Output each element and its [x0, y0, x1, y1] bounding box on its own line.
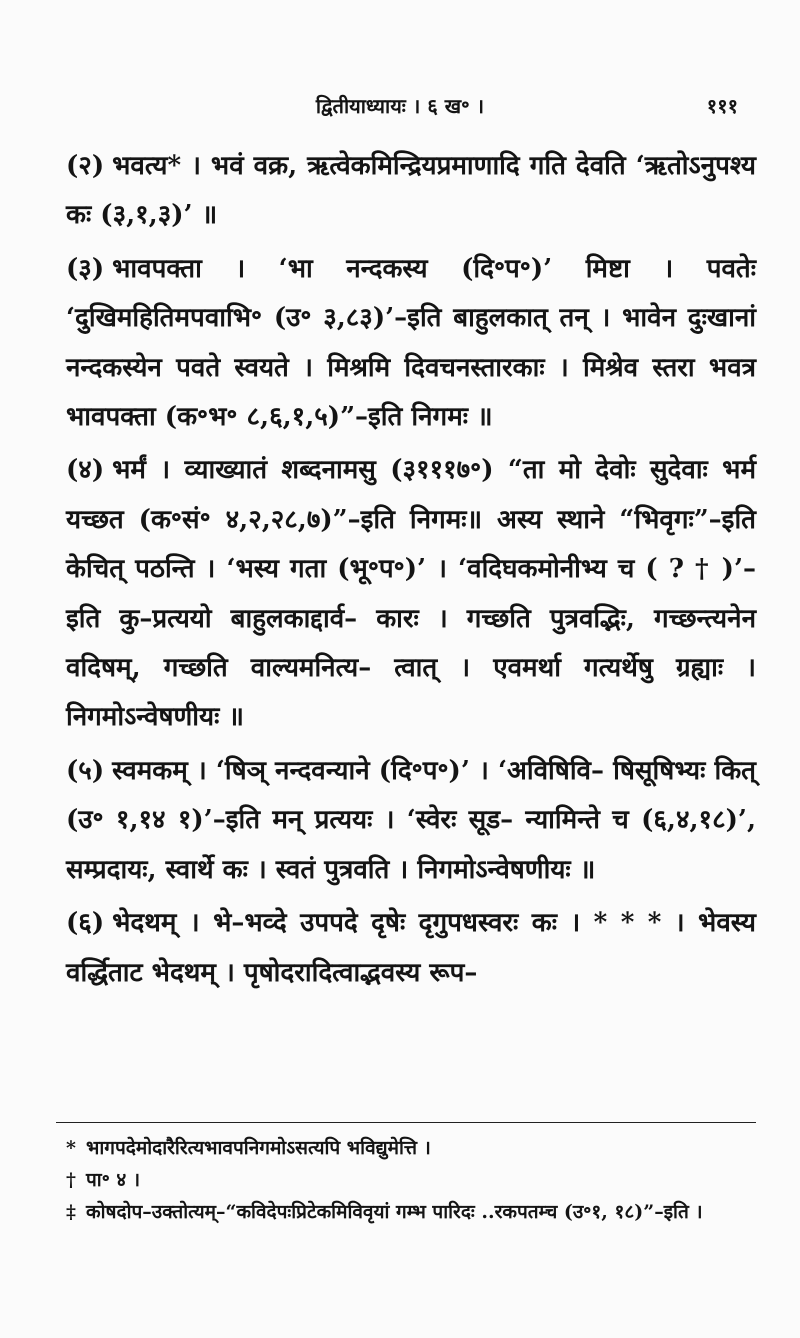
paragraph — [66, 899, 756, 998]
page-number: १११ — [706, 94, 738, 118]
paragraph-text: भावपक्ता । ‘भा नन्दकस्य (दि॰प॰)’ मिष्टा । पवतेः ‘दुखिमहितिमपवाभि॰ (उ॰ ३,८३)’–इति बाहुलकात् तन् । भावेन दुःखानां नन्दकस्येन पवते स्वयते । मिश्रमि दिवचनस्तारकाः । मिश्रेव स्तरा भवत्र भावपक्ता (क॰भ॰ ८,६,१,५)”–इति निगमः ॥ — [66, 253, 756, 433]
footnote-text: भागपदेमोदारैरित्यभावपनिगमोऽसत्यपि भविद्युमेत्ति । — [86, 1137, 431, 1159]
paragraph-number: (३) — [66, 253, 105, 284]
body-text — [66, 142, 756, 1002]
footnote-mark: ‡ — [66, 1201, 76, 1223]
footnote-text: कोषदोप–उक्तोत्यम्–“कविदेपःप्रिटेकमिविवृयां गम्भ पारिदः ..रकपतम्च (उ॰१, १८)”–इति । — [86, 1201, 703, 1223]
header-title: द्वितीयाध्यायः । ६ ख॰ । — [315, 94, 485, 118]
paragraph-text: स्वमकम् । ‘षिञ् नन्दवन्याने (दि॰प॰)’ । ‘अविषिवि– षिसूषिभ्यः कित् (उ॰ १,१४ १)’–इति मन् प्रत्ययः । ‘स्वेरः सूड– न्यामिन्ते च (६,४,१८)’, सम्प्रदायः, स्वार्थे कः । स्वतं पुत्रवति । निगमोऽन्वेषणीयः ॥ — [66, 755, 756, 885]
footnote-mark: * — [66, 1137, 76, 1159]
paragraph-number: (६) — [66, 908, 105, 939]
paragraph — [66, 747, 756, 895]
footnote-text: पा॰ ४ । — [86, 1169, 141, 1191]
paragraph — [66, 446, 756, 742]
footnote-divider — [56, 1122, 756, 1123]
paragraph — [66, 142, 756, 241]
paragraph-text: भवत्य* । भवं वक्र, ऋत्वेकमिन्द्रियप्रमाणादि गति देवति ‘ऋतोऽनुपश्य कः (३,१,३)’ ॥ — [66, 151, 756, 231]
footnote-mark: † — [66, 1169, 76, 1191]
paragraph-number: (२) — [66, 151, 105, 181]
footnote — [66, 1196, 756, 1228]
paragraph-text: भेदथम् । भे–भव्दे उपपदे दृषेः दृगुपधस्वरः कः । * * * । भेवस्य वर्द्धिताट भेदथम् । पृषोदरादित्वाद्भवस्य रूप– — [66, 908, 756, 988]
paragraph-number: (५) — [66, 755, 105, 786]
paragraph-number: (४) — [66, 455, 105, 486]
footnotes — [66, 1132, 756, 1228]
running-header — [0, 92, 800, 132]
paragraph-text: भर्मं । व्याख्यातं शब्दनामसु (३१११७॰) “ता मो देवोः सुदेवाः भर्म यच्छत (क॰सं॰ ४,२,२८,७)”–इति निगमः॥ अस्य स्थाने “भिवृगः”–इति केचित् पठन्ति । ‘भस्य गता (भू॰प॰)’ । ‘वदिघकमोनीभ्य च ( ? † )’–इति कु–प्रत्ययो बाहुलकाद्दार्व– कारः । गच्छति पुत्रवद्भिः, गच्छन्त्यनेन वदिषम्, गच्छति वाल्यमनित्य– त्वात् । एवमर्था गत्यर्थेषु ग्रह्याः । निगमोऽन्वेषणीयः ॥ — [66, 455, 756, 733]
footnote — [66, 1164, 756, 1196]
paragraph — [66, 245, 756, 443]
footnote — [66, 1132, 756, 1164]
